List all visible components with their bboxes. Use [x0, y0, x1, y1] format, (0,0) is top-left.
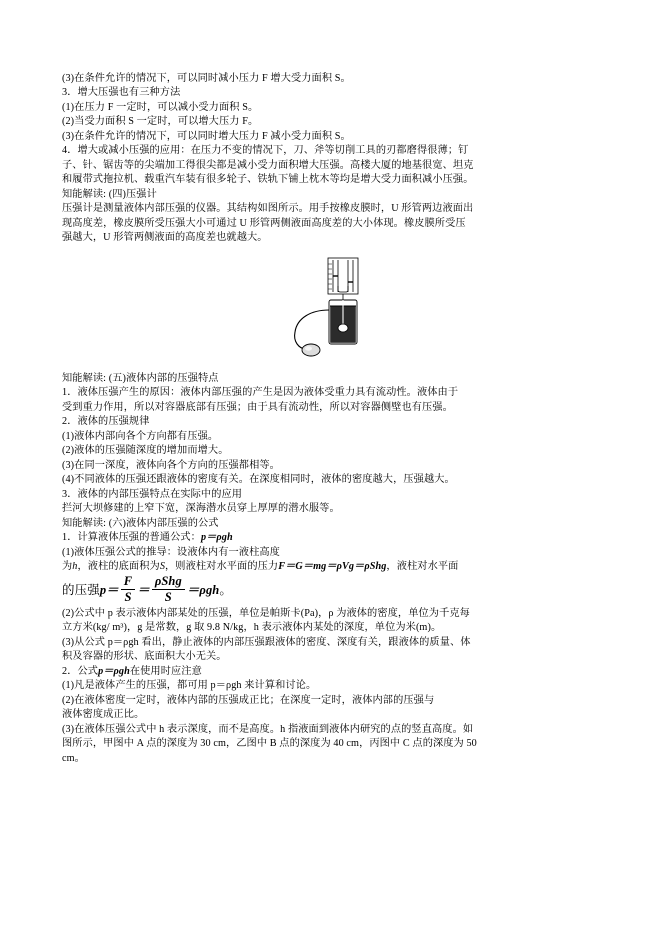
text-fragment: ，则液柱对水平面的压力 — [165, 561, 279, 573]
formula-p-rho-g-h: p＝ρgh — [200, 532, 233, 544]
paragraph: 液体密度成正比。 — [62, 709, 145, 721]
text-fragment: 的压强 — [62, 582, 100, 597]
fraction-denominator: S — [164, 590, 172, 605]
paragraph: 受到重力作用，所以对容器底部有压强；由于具有流动性，所以对容器侧壁也有压强。 — [62, 401, 453, 413]
paragraph: (3)从公式 p＝ρgh 看出，静止液体的内部压强跟液体的密度、深度有关，跟液体的质量、体 — [62, 636, 471, 648]
paragraph: (2)公式中 p 表示液体内部某处的压强，单位是帕斯卡(Pa)，ρ 为液体的密度，单位为千克每 — [62, 607, 470, 619]
derivation-line-one — [62, 560, 599, 574]
formula-p-equals: p＝ — [99, 582, 119, 597]
paragraph: (1)液体内部向各个方向都有压强。 — [62, 430, 219, 442]
paragraph: 积及容器的形状、底面积大小无关。 — [62, 651, 227, 663]
variable-h: h — [72, 561, 78, 573]
equals-sign: ＝ — [137, 582, 150, 597]
paragraph: (1)凡是液体产生的压强，都可用 p＝ρgh 来计算和讨论。 — [62, 680, 317, 692]
fraction-rhoShg-over-S — [152, 574, 185, 606]
formula-p-rho-g-h: p＝ρgh — [98, 665, 130, 677]
text-fragment: ，液柱的底面积为 — [77, 561, 160, 573]
intro-paragraph-block — [62, 72, 599, 246]
paragraph: (2)当受力面积 S 一定时，可以增大压力 F。 — [62, 116, 259, 128]
derivation-line-two — [62, 575, 599, 607]
paragraph: 4．增大或减小压强的应用：在压力不变的情况下，刀、斧等切削工具的刃都磨得很薄；钉 — [62, 145, 469, 157]
text-fragment: 在使用时应注意 — [129, 665, 202, 677]
paragraph — [62, 665, 599, 679]
figure-container — [62, 256, 599, 360]
paragraph: 1．液体压强产生的原因：液体内部压强的产生是因为液体受重力具有流动性。液体由于 — [62, 387, 459, 399]
paragraph: cm。 — [62, 752, 85, 764]
text-fragment: 。 — [219, 582, 232, 597]
paragraph: (1)液体压强公式的推导：设液体内有一液柱高度 — [62, 546, 280, 558]
fraction-numerator: F — [121, 574, 135, 591]
paragraph: (1)在压力 F 一定时，可以减小受力面积 S。 — [62, 101, 259, 113]
paragraph: 3．增大压强也有三种方法 — [62, 87, 181, 99]
paragraph: 子、针、锯齿等的尖端加工得很尖都是减小受力面积增大压强。高楼大厦的地基很宽、坦克 — [62, 159, 474, 171]
paragraph: (2)在液体密度一定时，液体内部的压强成正比；在深度一定时，液体内部的压强与 — [62, 694, 435, 706]
paragraph: (3)在液体压强公式中 h 表示深度，而不是高度。h 指液面到液体内研究的点的竖直高度。如 — [62, 723, 474, 735]
paragraph: (4)不同液体的压强还跟液体的密度有关。在深度相同时，液体的密度越大，压强越大。 — [62, 474, 455, 486]
item-label: 2．公式 — [62, 665, 99, 677]
paragraph: (3)在条件允许的情况下，可以同时减小压力 F 增大受力面积 S。 — [62, 73, 351, 84]
section-six-block — [62, 517, 599, 767]
section-heading: 知能解读: (六)液体内部压强的公式 — [62, 517, 219, 529]
fraction-numerator: ρShg — [152, 574, 185, 591]
text-fragment: 为 — [62, 561, 73, 573]
section-heading: 知能解读: (四)压强计 — [62, 188, 157, 200]
variable-S: S — [159, 561, 166, 573]
paragraph: 立方米(kg/ m³)，g 是常数，g 取 9.8 N/kg，h 表示液体内某处的深度，单位为米(m)。 — [62, 622, 442, 634]
paragraph: (2)液体的压强随深度的增加而增大。 — [62, 445, 229, 457]
paragraph: 3．液体的内部压强特点在实际中的应用 — [62, 488, 243, 500]
pressure-gauge-diagram — [271, 256, 391, 360]
paragraph: (3)在条件允许的情况下，可以同时增大压力 F 减小受力面积 S。 — [62, 130, 351, 142]
paragraph: 强越大，U 形管两侧液面的高度差也就越大。 — [62, 232, 268, 244]
section-five-block — [62, 372, 599, 517]
paragraph: 压强计是测量液体内部压强的仪器。其结构如图所示。用手按橡皮膜时，U 形管两边液面出 — [62, 203, 474, 215]
paragraph: 2．液体的压强规律 — [62, 416, 150, 428]
fraction-denominator: S — [124, 590, 132, 605]
section-heading: 知能解读: (五)液体内部的压强特点 — [62, 372, 219, 384]
paragraph: 和履带式拖拉机、载重汽车装有很多轮子、铁轨下铺上枕木等均是增大受力面积减小压强。 — [62, 174, 474, 186]
item-label: 1．计算液体压强的普通公式： — [62, 532, 201, 544]
fraction-F-over-S — [121, 574, 135, 606]
paragraph: (3)在同一深度，液体向各个方向的压强都相等。 — [62, 459, 280, 471]
text-fragment: ，液柱对水平面 — [386, 561, 459, 573]
paragraph: 现高度差，橡皮膜所受压强大小可通过 U 形管两侧液面高度差的大小体现。橡皮膜所受压 — [62, 217, 466, 229]
formula-force: F＝G＝mg＝ρVg＝ρShg — [278, 561, 387, 573]
paragraph: 拦河大坝修建的上窄下宽，深海潜水员穿上厚厚的潜水服等。 — [62, 503, 340, 515]
paragraph: 图所示，甲图中 A 点的深度为 30 cm，乙图中 B 点的深度为 40 cm，丙图中 C 点的深度为 50 — [62, 738, 477, 750]
paragraph — [62, 531, 599, 545]
formula-result: ＝ρgh — [186, 582, 220, 597]
